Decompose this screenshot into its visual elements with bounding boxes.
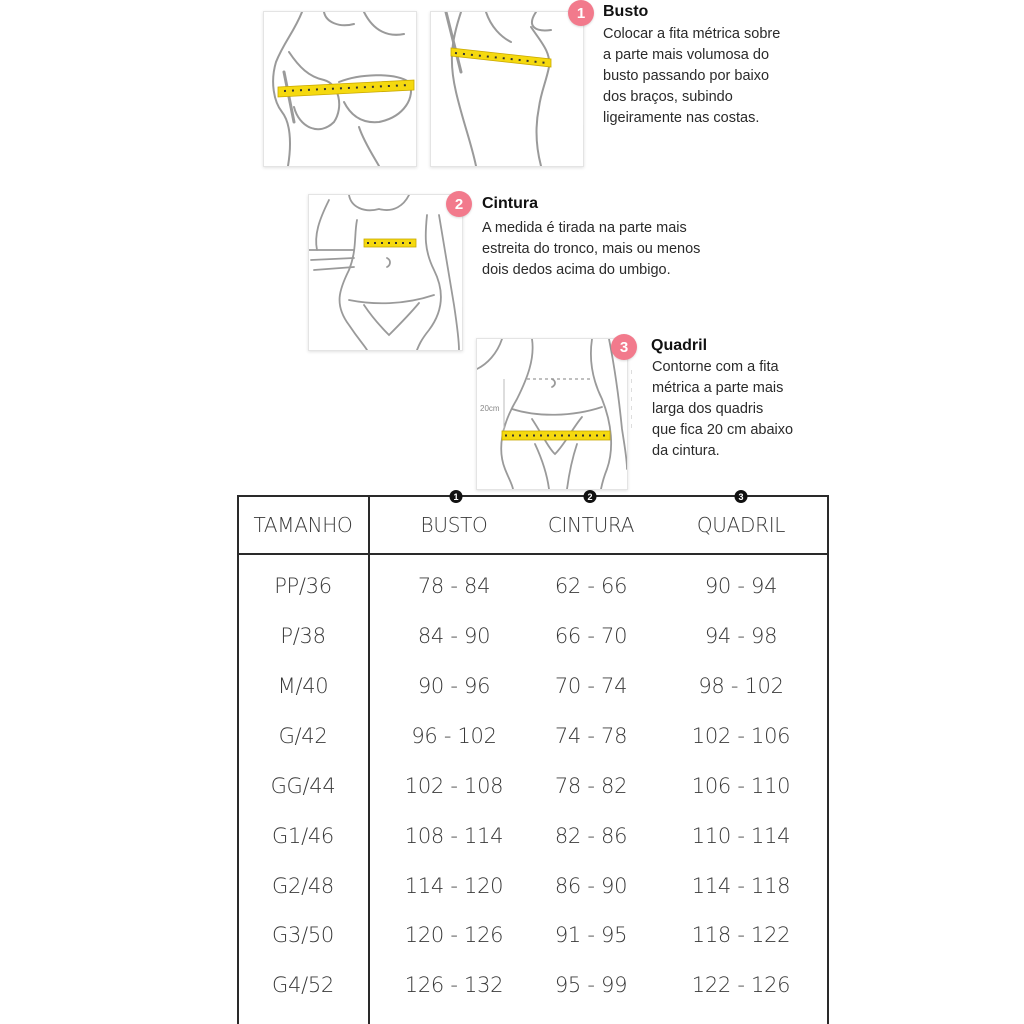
step-1-badge: [568, 0, 594, 26]
busto-cell: 84 - 90: [417, 624, 491, 648]
cintura-cell: 78 - 82: [554, 774, 628, 798]
quadril-cell: 114 - 118: [691, 874, 791, 898]
quadril-cell: 110 - 114: [691, 824, 791, 848]
busto-cell: 108 - 114: [404, 824, 504, 848]
hip-illustration: [476, 338, 628, 490]
busto-number-marker: 1: [450, 490, 463, 503]
step-2-description: A medida é tirada na parte mais estreita do tronco, mais ou menos dois dedos acima do umbigo.: [482, 220, 701, 278]
busto-cell: 96 - 102: [411, 724, 497, 748]
quadril-cell: 106 - 110: [691, 774, 791, 798]
size-cell: P/38: [280, 624, 326, 648]
header-cintura: CINTURA: [547, 513, 635, 537]
step-2-badge: [446, 191, 472, 217]
size-cell: G2/48: [272, 874, 334, 898]
header-busto: BUSTO: [420, 513, 488, 537]
step-3-title: Quadril: [651, 337, 708, 354]
header-divider: [239, 553, 827, 555]
step-1-title: Busto: [603, 3, 649, 20]
quadril-cell: 102 - 106: [691, 724, 791, 748]
hip-drawing: [477, 339, 627, 489]
quadril-cell: 90 - 94: [704, 574, 778, 598]
size-cell: PP/36: [274, 574, 332, 598]
step-3-number: 3: [619, 338, 629, 356]
step-2-number: 2: [454, 195, 464, 213]
quadril-cell: 94 - 98: [704, 624, 778, 648]
cintura-number-marker: 2: [584, 490, 597, 503]
size-chart-table: [237, 491, 829, 1024]
cintura-cell: 95 - 99: [554, 973, 628, 997]
size-cell: M/40: [277, 674, 329, 698]
quadril-number-marker: 3: [735, 490, 748, 503]
hip-distance-label: 20cm: [480, 404, 500, 413]
bust-side-drawing: [431, 12, 583, 166]
step-3-description: Contorne com a fita métrica a parte mais larga dos quadris que fica 20 cm abaixo da cintura.: [652, 359, 794, 459]
cintura-cell: 62 - 66: [554, 574, 628, 598]
step-3-badge: [611, 334, 637, 360]
step-1-number: 1: [576, 4, 586, 22]
cintura-cell: 66 - 70: [554, 624, 628, 648]
size-cell: G4/52: [272, 973, 334, 997]
size-cell: G1/46: [272, 824, 334, 848]
busto-cell: 102 - 108: [404, 774, 504, 798]
quadril-cell: 122 - 126: [691, 973, 791, 997]
cintura-cell: 74 - 78: [554, 724, 628, 748]
busto-cell: 120 - 126: [404, 923, 504, 947]
size-cell: G3/50: [272, 923, 334, 947]
busto-cell: 90 - 96: [417, 674, 491, 698]
size-cell: GG/44: [270, 774, 336, 798]
bust-front-illustration: [263, 11, 417, 167]
quadril-cell: 118 - 122: [691, 923, 791, 947]
step-1-description: Colocar a fita métrica sobre a parte mais volumosa do busto passando por baixo dos braços, subindo ligeiramente nas costas.: [603, 26, 781, 126]
measuring-tape: [451, 48, 551, 67]
measuring-tape: [502, 431, 610, 440]
size-cell: G/42: [278, 724, 328, 748]
busto-cell: 114 - 120: [404, 874, 504, 898]
step-2-title: Cintura: [482, 195, 538, 212]
header-tamanho: TAMANHO: [253, 513, 353, 537]
bust-front-drawing: [264, 12, 416, 166]
bust-side-illustration: [430, 11, 584, 167]
quadril-cell: 98 - 102: [698, 674, 784, 698]
cintura-cell: 86 - 90: [554, 874, 628, 898]
header-quadril: QUADRIL: [696, 513, 786, 537]
column-divider: [368, 497, 370, 1024]
cintura-cell: 82 - 86: [554, 824, 628, 848]
cintura-cell: 91 - 95: [554, 923, 628, 947]
divider-line: [583, 25, 584, 125]
measuring-tape: [364, 239, 416, 247]
busto-cell: 126 - 132: [404, 973, 504, 997]
divider-line: [462, 212, 463, 307]
cintura-cell: 70 - 74: [554, 674, 628, 698]
busto-cell: 78 - 84: [417, 574, 491, 598]
waist-drawing: [309, 195, 462, 350]
waist-illustration: [308, 194, 463, 351]
divider-line: [631, 370, 632, 430]
measuring-tape: [278, 80, 414, 97]
